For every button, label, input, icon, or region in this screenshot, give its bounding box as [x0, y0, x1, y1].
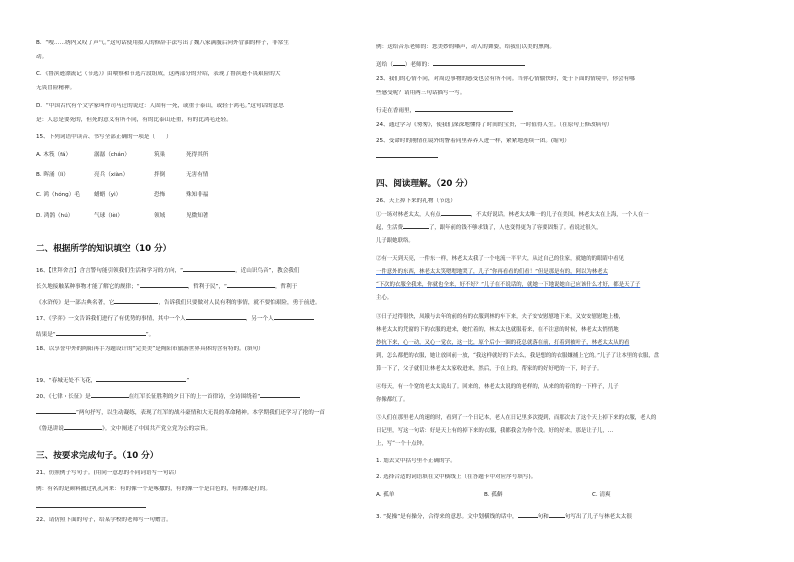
- section-3-heading: 三、按要求完成句子。（10 分）: [36, 451, 159, 461]
- question-17-result: 结果是“ ”。: [36, 332, 155, 338]
- question-18: 18、以享誉中外的陶阳再手为题设计的“完美美”是陶阳市旅游世界具体的含有特的。(填句）: [36, 346, 264, 352]
- answer-blank[interactable]: [96, 376, 186, 382]
- answer-blank[interactable]: [376, 152, 438, 158]
- question-16-line1: 16、【世拜舍言】含言警句能引领我们生活和学习的方向，“ ，近山识鸟音”，教会我们: [36, 268, 300, 274]
- left-column: [36, 0, 366, 562]
- option-a-4: 死得其所: [186, 152, 209, 158]
- text-line: B．“嗖……绣内又叹了声气。”这句话使用拟人的修辞手法写出了魏八家满腹后向外冒油的样子，非常生: [36, 40, 289, 46]
- answer-blank[interactable]: [140, 282, 188, 288]
- answer-blank[interactable]: [260, 392, 300, 398]
- question-17: 17、《学弈》一文告诉我们进行了有优势的事情，其中一个人 ，另一个人: [36, 314, 366, 323]
- question-20-line2: ”两句抒写，以生动凝练，表现了红军的战斗豪情和大无畏的革命精神。本学期我们还学习了抢的一首: [36, 408, 366, 417]
- passage-line: ⑤人们在那里老人的速的时，看到了一个日记本，老人在日记里多次提到，而那次去了这个天上掉下来的衣服，老人的: [376, 415, 657, 421]
- answer-blank[interactable]: [36, 502, 146, 508]
- question-20-line3: 《鲁迅讲说 》。文中阐述了中国共产党立党为公的宗旨。: [36, 426, 212, 432]
- question-16-line3: 《水浒传》是一部古典名著，它 ，告诉我们只要做对人民有利的事情，就不要怕艰险，勇于前进。: [36, 300, 321, 306]
- question-23: 23、我们的心情不同，对周边事物的感受也会有所不同。当你心情愉快时，处于下面的情境中，你会有哪: [376, 76, 635, 82]
- option-b-2: 亮兵（xiàn）: [94, 172, 129, 178]
- answer-blank[interactable]: [227, 282, 275, 288]
- passage-line: ④每天，有一个宽的老太太说出了。回来的，林老太太说的的老样的，从来的的着的的一下样子，儿子: [376, 384, 619, 390]
- answer-blank[interactable]: [441, 210, 471, 216]
- option-b-4: 无害有情: [186, 172, 209, 178]
- passage-line: ②有一天到天亮，一件东一样，林老太太我了一个电流一平平大，从过自己的住家，就她的的眼睛中看见: [376, 256, 624, 262]
- answer-blank[interactable]: [393, 60, 405, 66]
- passage-line: 上，写“一个十点钟。: [376, 441, 428, 447]
- answer-blank[interactable]: [433, 60, 525, 66]
- passage-line: ①一场对林老太太，人有点 ，不太好说话。林老太太唯一的儿子在美国，林老太太在上海，一个人在一: [376, 212, 649, 218]
- passage-line: 儿子跟她联络。: [376, 238, 414, 244]
- passage-line: 主心。: [376, 295, 393, 301]
- question-16-line2: 长久地接触某种事物才能了解它的规律；“ ，哲利于民”，“ ，哲利于: [36, 284, 298, 290]
- answer-line: [376, 152, 760, 161]
- question-25: 25、受命时的刚情在镜外的瞥着同里养养人进一样，紧紧地连续一团。(缩句）: [376, 138, 570, 144]
- answer-blank[interactable]: [36, 408, 76, 414]
- passage-line-underlined: 一件意外的东西，林老太太笑嗯嗯地哭了，儿子“你再看看的们看！”但是那是有的，阿以为林老太: [376, 269, 608, 275]
- answer-blank[interactable]: [549, 512, 565, 518]
- answer-line: 送给（ ）老师的：: [376, 60, 760, 69]
- option-a-2: 潺潺（chán）: [94, 152, 130, 158]
- passage-line-underlined: “下次的衣服全我来，你就也全来，好不好？”儿子在不说话的，就她一下地说她自己应该什么才好，都是天了子: [376, 282, 641, 288]
- answer-blank[interactable]: [415, 106, 513, 112]
- text-line: D．“中国古代有个文学家叫作司马迁的说过：人固有一死，或重于泰山，或轻于鸿毛。”这句话的意思: [36, 103, 284, 109]
- answer-blank[interactable]: [64, 424, 102, 430]
- right-column: [376, 0, 760, 562]
- option-d-3: 领域: [154, 213, 166, 219]
- question-15: 15、下列词语中读音、书写全部正确的一项是（ ）: [36, 134, 172, 140]
- option-d-1: D. 鸿鹄（hú）: [36, 213, 74, 219]
- option-a-3: 筑巢: [154, 152, 166, 158]
- option-d-2: 气球（lèi）: [94, 213, 123, 219]
- sub-question-1: 1. 划去文中括号里不正确的字。: [376, 458, 456, 464]
- option-b-1: B. 晖涌（lì）: [36, 172, 69, 178]
- option-a: A. 孤单: [376, 492, 395, 498]
- question-20-line1: 20、《七律・长征》是 在红军长征胜利的夕日下的上一首律诗，全诗围绕着“: [36, 392, 366, 401]
- option-row-c: [36, 192, 366, 199]
- answer-blank[interactable]: [56, 330, 146, 336]
- question-19: 19、“春城无处不飞花， ”: [36, 378, 190, 384]
- option-a-1: A. 木筏（fá）: [36, 152, 72, 158]
- text-line: 动。: [36, 54, 48, 60]
- section-2-heading: 二、根据所学的知识填空（10 分）: [36, 244, 172, 254]
- sub-question-2-options: [376, 492, 760, 499]
- question-24: 24、通过学习《匆匆》，使我们深深地懂得了时间的宝贵，一时值得人生。（在原句上修改病句）: [376, 122, 613, 128]
- question-23-cont: 些感受呢？请用两三句话描写一写。: [376, 90, 466, 96]
- option-row-a: [36, 152, 366, 159]
- sub-question-2: 2. 选择合适的词语填在文中横线上（在答题卡中对应序号填写)。: [376, 474, 537, 480]
- passage-line: 日记里，写这一句话：好是天上有的掉下来的衣服，我都我会为你个没。好的好来，那是让子儿，…: [376, 428, 614, 434]
- option-c-4: 殊知非福: [186, 192, 209, 198]
- answer-blank[interactable]: [186, 314, 246, 320]
- passage-line-underlined: 抄抗下来，心一动，又心一觉衣，这一比，原个后小一圈的花总就落在前，打着到被叶子，林老太太从的看: [376, 340, 630, 346]
- passage-line: 算一下了，父子就们让林老太太家收进来，然后，于在上的，帮家的的好好吧的一下，时子子。: [376, 366, 603, 372]
- passage-line: 起，生活费 了，跟年前的钱不够求钱了，人也变得更为了容要固集了。看说过很久，: [376, 225, 602, 231]
- example-line: 例：送给音乐老师的：您美妙的嗓声，动人的舞姿，给我们以美的熏陶。: [376, 44, 556, 50]
- answer-blank[interactable]: [183, 266, 235, 272]
- section-4-heading: 四、阅读理解。（20 分）: [376, 179, 473, 189]
- question-21-example: 例：有名的是颜料撤过乳孔河来：有的像一个是啄撒的，有的像一个是白色的，有的都是打的。: [36, 486, 271, 492]
- passage-title: 26、天上掉下来的礼物（节选）: [376, 198, 456, 204]
- answer-line: [36, 502, 366, 511]
- text-line: 是：人总是要死的，但死的意义有所不同，有的比泰山还重，有的比鸿毛还轻。: [36, 117, 232, 123]
- answer-blank[interactable]: [114, 298, 158, 304]
- option-c-1: C. 鸿（hóng）毛: [36, 192, 80, 198]
- option-c-3: 恐怖: [154, 192, 166, 198]
- answer-line: 行走在香雨里，: [376, 106, 760, 115]
- passage-line: 林老太太的凭窗的下的衣服的进来，她忙着的，林太太也就服着来，在不注意的时候，林老太太悄悄地: [376, 327, 619, 333]
- option-d-4: 见微知著: [186, 213, 209, 219]
- option-b: B. 孤僻: [484, 492, 503, 498]
- option-row-d: [36, 213, 366, 220]
- option-c: C. 清爽: [592, 492, 611, 498]
- answer-blank[interactable]: [274, 314, 314, 320]
- text-line: 无畏冒险精神。: [36, 85, 76, 91]
- option-row-b: [36, 172, 366, 179]
- question-22: 22、请仿照下面的句子，给某学校的老师写一句赠言。: [36, 517, 172, 523]
- sub-question-3: 3. “捉操”是有操分，合得来的意思。文中划横线的话中， 句和 句写出了儿子与林老太太很: [376, 514, 632, 520]
- answer-blank[interactable]: [91, 392, 129, 398]
- question-21: 21、仿照例子写句子。(用同一意思的不同词语写一句话）: [36, 470, 180, 476]
- answer-blank[interactable]: [518, 512, 538, 518]
- passage-line: 到，怎么都把的衣服，她让放回前一放，“我这样就好的下去么，我是想的的衣服嫌捕上它的。”儿子了让本里的衣服，盘: [376, 353, 660, 359]
- option-c-2: 蜡蜡（yì）: [94, 192, 122, 198]
- option-b-3: 拌倒: [154, 172, 166, 178]
- answer-blank[interactable]: [403, 223, 429, 229]
- passage-line: 你像都红了。: [376, 397, 409, 403]
- passage-line: ③日子过得很快，凤娥与去年的前的有的衣服到林的车下来，夫子安安慰慰地下来，又安安慰慰地上楼，: [376, 314, 624, 320]
- text-line: C．《鲁滨逊漂流记（节选）》由喂察和节选片段组成，这两部分的介绍，表现了鲁滨逊不畏艰险的大: [36, 71, 281, 77]
